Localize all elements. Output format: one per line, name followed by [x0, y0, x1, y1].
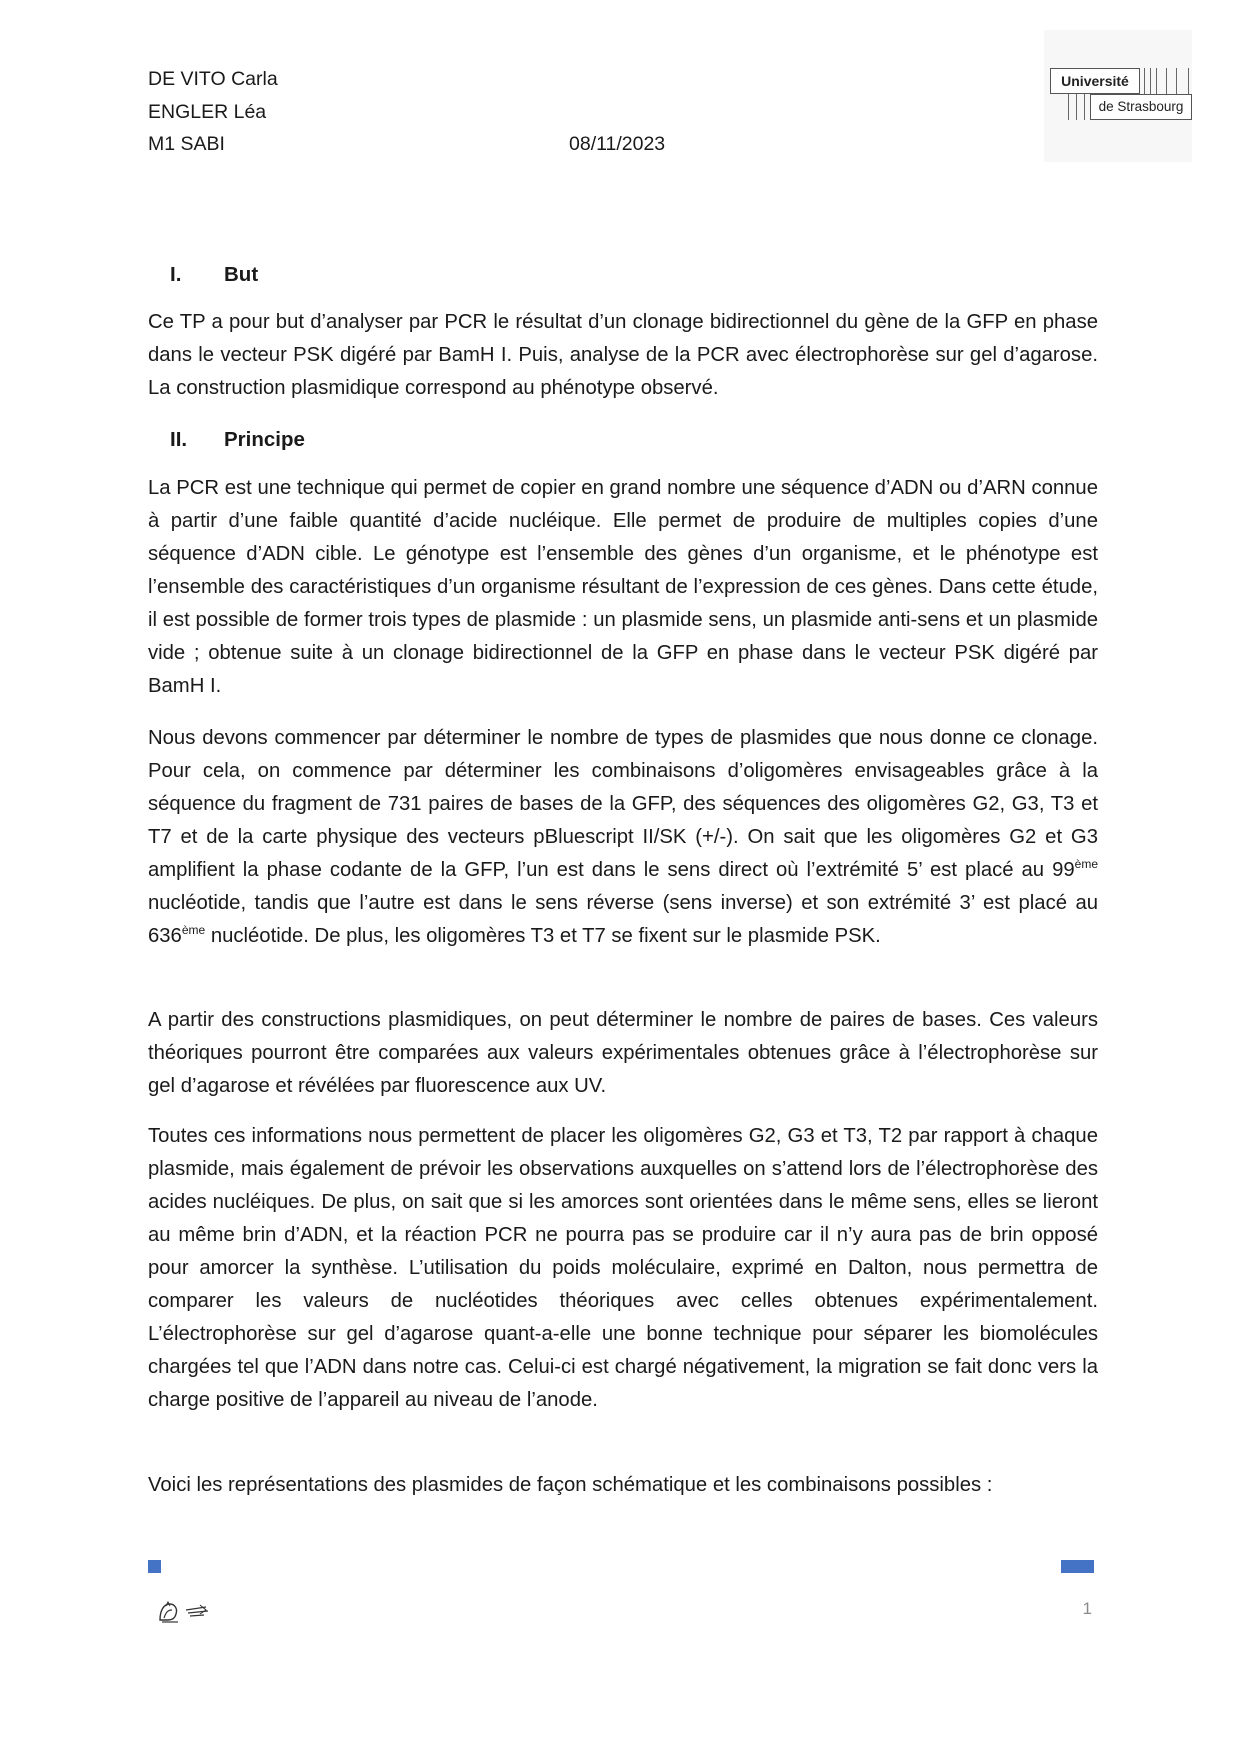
logo-bars	[1140, 68, 1190, 94]
author-name: ENGLER Léa	[148, 101, 267, 123]
footer-accent-mark	[1061, 1560, 1094, 1573]
program-name: M1 SABI	[148, 133, 225, 155]
university-logo	[1050, 68, 1192, 124]
section-heading	[170, 262, 258, 288]
footer-accent-mark	[148, 1560, 161, 1573]
section-number: I.	[170, 263, 182, 286]
section-title: But	[224, 263, 259, 286]
superscript: ème	[181, 923, 206, 938]
logo-bars-left	[1064, 94, 1090, 120]
superscript: ème	[1074, 857, 1098, 872]
paragraph-principe: Toutes ces informations nous permettent de placer les oligomères G2, G3 et T3, T2 par rapport à chaque plasmide, mais également de prévoir les observations auxquelles on s’attend lors de l’électrophorèse des acides nucléiques. De plus, on sait que si les amorces sont orientées dans le même sens, elles se lieront au même brin d’ADN, et la réaction PCR ne pourra pas se produire car il n’y aura pas de brin opposé pour amorcer la synthèse. L’utilisation du poids moléculaire, exprimé en Dalton, nous permettra de comparer les valeurs de nucléotides théoriques avec celles obtenues expérimentalement. L’électrophorèse sur gel d’agarose quant-a-elle une bonne technique pour séparer les biomolécules chargées tel que l’ADN dans notre cas. Celui-ci est chargé négativement, la migration se fait donc vers la charge positive de l’appareil au niveau de l’anode.	[148, 1125, 1098, 1411]
paragraph-but: Ce TP a pour but d’analyser par PCR le résultat d’un clonage bidirectionnel du gène de la GFP en phase dans le vecteur PSK digéré par BamH I. Puis, analyse de la PCR avec électrophorèse sur gel d’agarose. La construction plasmidique correspond au phénotype observé.	[148, 311, 1098, 399]
section-title: Principe	[224, 428, 305, 451]
logo-text-top: Université	[1050, 68, 1140, 94]
document-date: 08/11/2023	[569, 133, 666, 155]
author-name: DE VITO Carla	[148, 68, 278, 90]
paragraph-principe: Nous devons commencer par déterminer le nombre de types de plasmides que nous donne ce clonage. Pour cela, on commence par déterminer les combinaisons d’oligomères envisageables grâce à la séquence du fragment de 731 paires de bases de la GFP, des séquences des oligomères G2, G3, T3 et T7 et de la carte physique des vecteurs pBluescript II/SK (+/-). On sait que les oligomères G2 et G3 amplifient la phase codante de la GFP, l’un est dans le sens direct où l’extrémité 5’ est placé au 99ème nucléotide, tandis que l’autre est dans le sens réverse (sens inverse) et son extrémité 3’ est placé au 636ème nucléotide. De plus, les oligomères T3 et T7 se fixent sur le plasmide PSK.	[148, 727, 1098, 947]
page-number: 1	[1082, 1599, 1092, 1618]
section-heading	[170, 427, 305, 453]
paragraph-principe: La PCR est une technique qui permet de copier en grand nombre une séquence d’ADN ou d’ARN connue à partir d’une faible quantité d’acide nucléique. Elle permet de produire de multiples copies d’une séquence d’ADN cible. Le génotype est l’ensemble des gènes d’un organisme, et le phénotype est l’ensemble des caractéristiques d’un organisme résultant de l’expression de ces gènes. Dans cette étude, il est possible de former trois types de plasmide : un plasmide sens, un plasmide anti-sens et un plasmide vide ; obtenue suite à un clonage bidirectionnel de la GFP en phase dans le vecteur PSK digéré par BamH I.	[148, 477, 1098, 697]
section-number: II.	[170, 428, 188, 451]
paragraph-principe: A partir des constructions plasmidiques, on peut déterminer le nombre de paires de bases. Ces valeurs théoriques pourront être comparées aux valeurs expérimentales obtenues grâce à l’électrophorèse sur gel d’agarose et révélées par fluorescence aux UV.	[148, 1009, 1098, 1097]
logo-text-bottom: de Strasbourg	[1090, 94, 1192, 120]
footer-logo-icon	[156, 1598, 216, 1626]
paragraph-principe: Voici les représentations des plasmides de façon schématique et les combinaisons possibles :	[148, 1474, 993, 1496]
